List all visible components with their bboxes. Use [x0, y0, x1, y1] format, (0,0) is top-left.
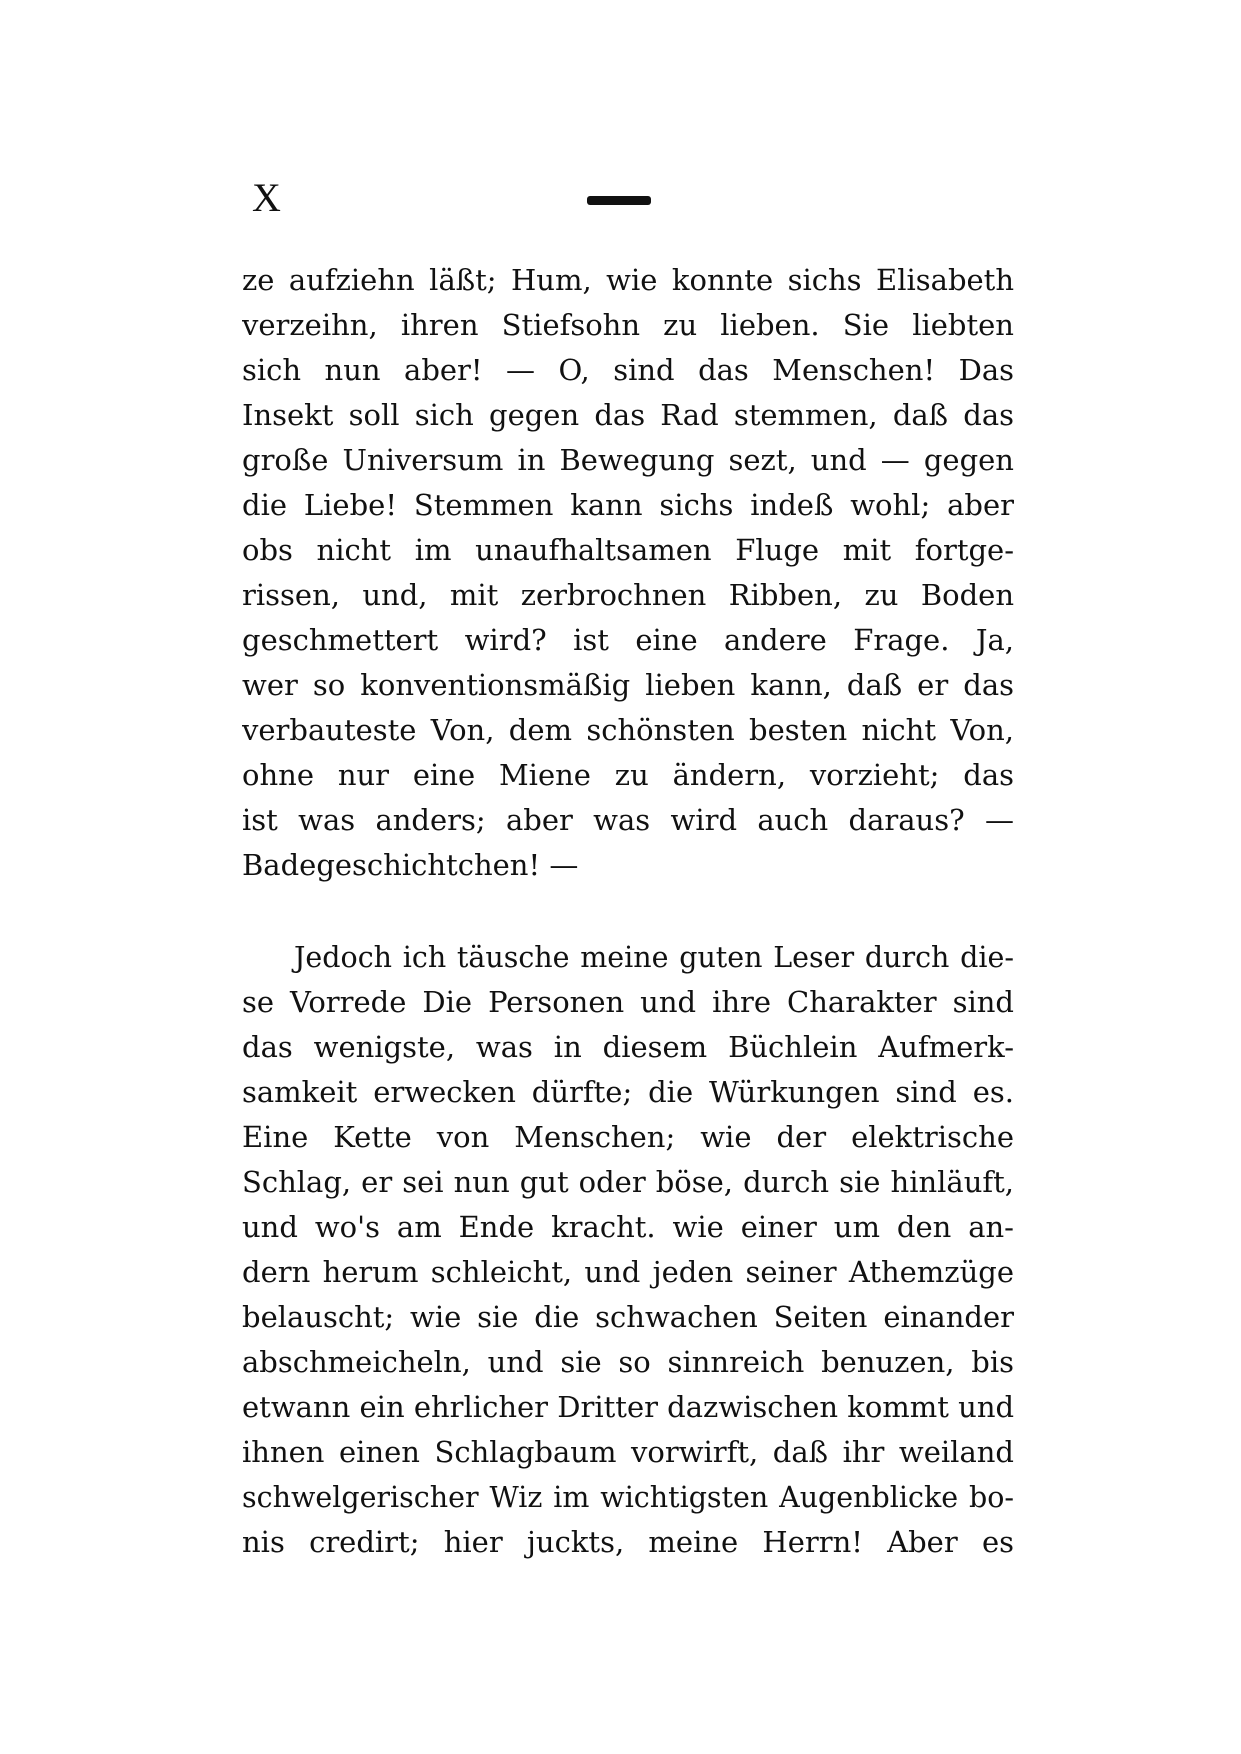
text-line: Jedoch ich täusche meine guten Leser durch die- [294, 941, 1014, 974]
text-line: rissen, und, mit zerbrochnen Ribben, zu Boden [242, 578, 1014, 612]
text-line: schwelgerischer Wiz im wichtigsten Augenblicke bo- [242, 1481, 1014, 1514]
text-line: samkeit erwecken dürfte; die Würkungen sind es. [242, 1075, 1014, 1109]
text-line: und wo's am Ende kracht. wie einer um den an- [242, 1210, 1014, 1244]
text-line: abschmeicheln, und sie so sinnreich benuzen, bis [242, 1345, 1014, 1379]
paragraph-1 [242, 258, 1014, 888]
text-line: verbauteste Von, dem schönsten besten nicht Von, [242, 713, 1014, 747]
text-line: etwann ein ehrlicher Dritter dazwischen kommt und [242, 1390, 1014, 1424]
text-line: dern herum schleicht, und jeden seiner Athemzüge [242, 1255, 1014, 1289]
text-line: sich nun aber! — O, sind das Menschen! Das [242, 353, 1014, 387]
text-line: Insekt soll sich gegen das Rad stemmen, daß das [242, 398, 1014, 432]
text-line: geschmettert wird? ist eine andere Frage. Ja, [242, 623, 1014, 657]
text-line: ihnen einen Schlagbaum vorwirft, daß ihr weiland [242, 1435, 1014, 1469]
header-rule [587, 196, 651, 205]
page-number: X [252, 175, 282, 220]
text-line: das wenigste, was in diesem Büchlein Aufmerk- [242, 1030, 1014, 1064]
text-line: große Universum in Bewegung sezt, und — gegen [242, 443, 1014, 477]
text-line: se Vorrede Die Personen und ihre Charakter sind [242, 985, 1014, 1019]
text-line: ist was anders; aber was wird auch daraus? — [242, 803, 1014, 837]
text-line: wer so konventionsmäßig lieben kann, daß er das [242, 668, 1014, 702]
text-line: obs nicht im unaufhaltsamen Fluge mit fortge- [242, 533, 1014, 567]
text-line: Badegeschichtchen! — [242, 848, 579, 882]
text-line: verzeihn, ihren Stiefsohn zu lieben. Sie liebten [242, 308, 1014, 342]
paragraph-2 [242, 935, 1014, 1565]
text-line: die Liebe! Stemmen kann sichs indeß wohl; aber [242, 488, 1014, 522]
text-line: ze aufziehn läßt; Hum, wie konnte sichs Elisabeth [242, 263, 1014, 297]
text-line: ohne nur eine Miene zu ändern, vorzieht; das [242, 758, 1014, 792]
text-line: Schlag, er sei nun gut oder böse, durch sie hinläuft, [242, 1165, 1014, 1199]
text-line: nis credirt; hier juckts, meine Herrn! Aber es [242, 1525, 1014, 1559]
text-line: Eine Kette von Menschen; wie der elektrische [242, 1120, 1014, 1154]
text-line: belauscht; wie sie die schwachen Seiten einander [242, 1300, 1014, 1334]
